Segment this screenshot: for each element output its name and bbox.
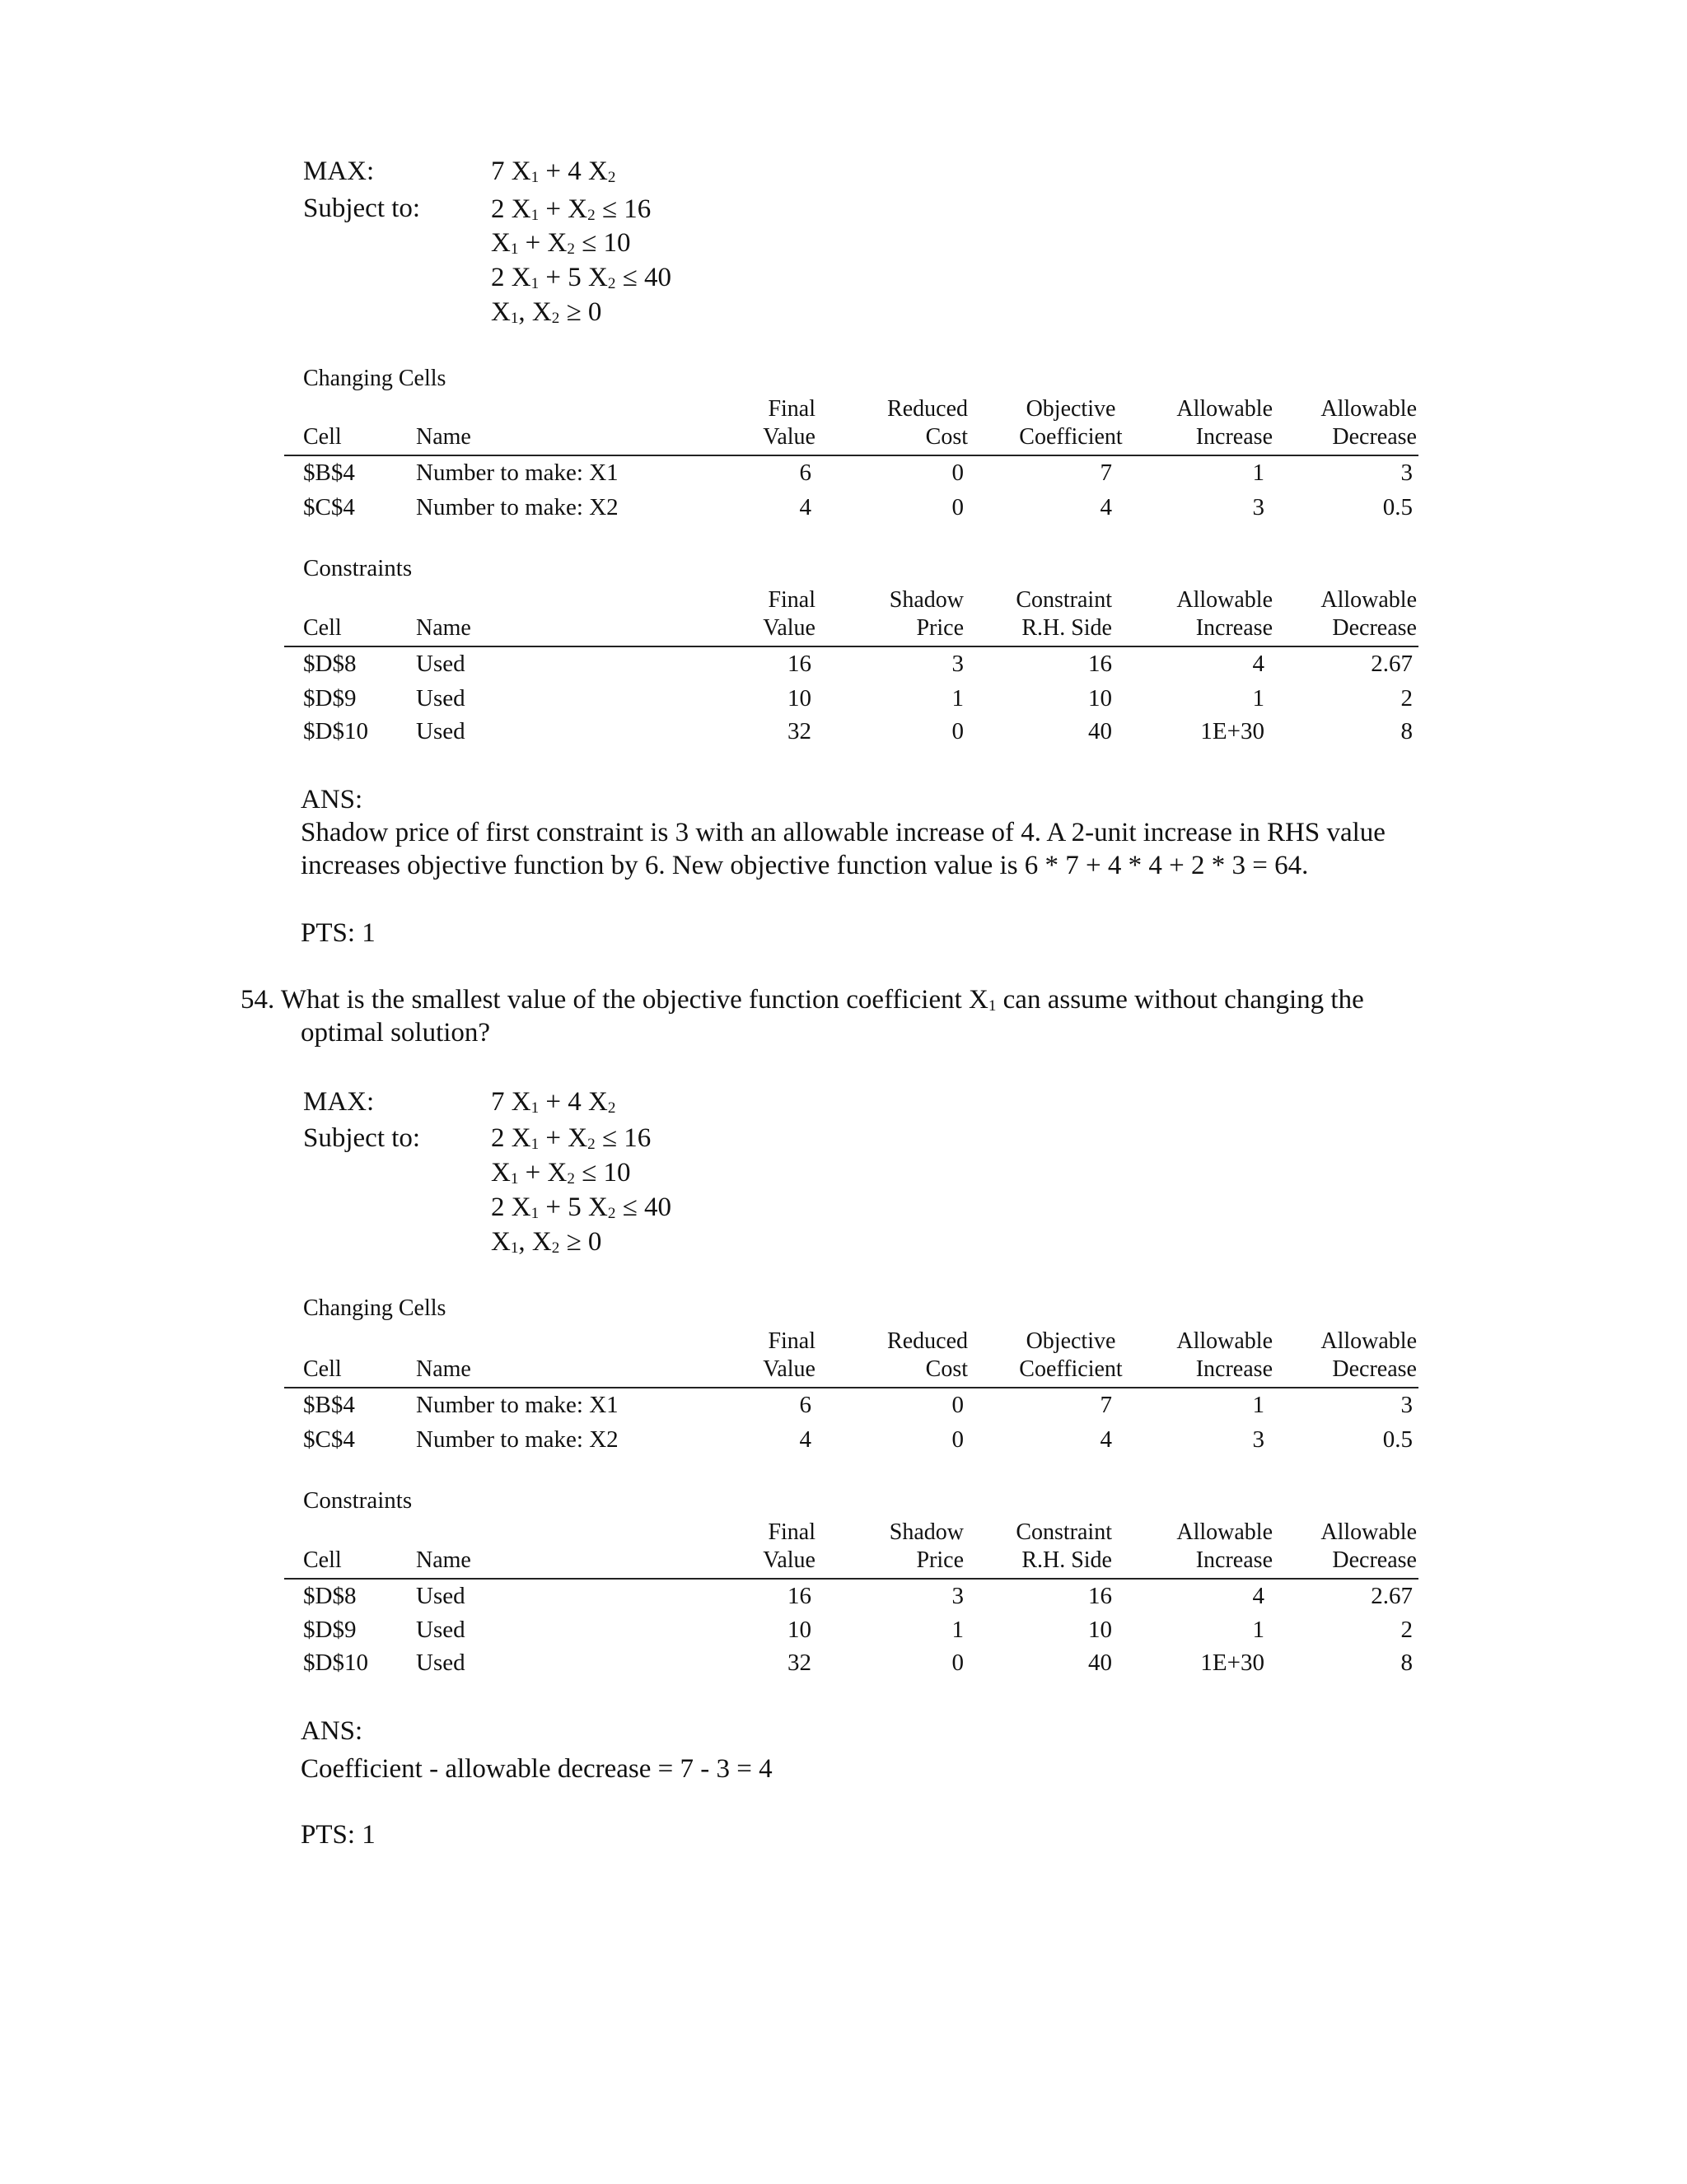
question-text-line-2: optimal solution? <box>301 1018 491 1048</box>
max-label: MAX: <box>303 156 375 186</box>
constraints-title: Constraints <box>303 555 413 581</box>
constraints-title: Constraints <box>303 1487 413 1514</box>
answer-text-line-1: Coefficient - allowable decrease = 7 - 3 = 4 <box>301 1754 773 1784</box>
changing-cells-title: Changing Cells <box>303 366 446 391</box>
table-rule <box>284 1387 1418 1388</box>
constraint-3: 2 $X_1 + 5$ $X_2 \le 40$ <box>491 1192 672 1222</box>
constraint-3: 2 $X_1 + 5$ $X_2 \le 40$ <box>491 263 672 292</box>
table-rule <box>284 455 1418 456</box>
changing-cells-title: Changing Cells <box>303 1295 446 1321</box>
table-rule <box>284 1578 1418 1580</box>
answer-text-line-1: Shadow price of first constraint is 3 with an allowable increase of 4. A 2-unit increase in RHS value <box>301 818 1386 847</box>
objective-function: 7 $X_1 + 4$ $X_2$ <box>491 156 616 186</box>
constraint-2: $X_1 + X_2 \le 10$ <box>491 1158 631 1188</box>
constraint-2: $X_1 + X_2 \le 10$ <box>491 228 631 258</box>
question-text-line-1: 54. What is the smallest value of the objective function coefficient $X_1$ can assume without changing the <box>241 985 1364 1015</box>
nonnegativity-constraint: $X_1$, $X_2 \ge 0$ <box>491 297 602 327</box>
table-rule <box>284 646 1418 647</box>
answer-text-line-2: increases objective function by 6. New objective function value is 6 * 7 + 4 * 4 + 2 * 3 = 64. <box>301 851 1309 880</box>
points-label: PTS: 1 <box>301 1820 376 1850</box>
constraint-1: 2 $X_1 + X_2 \le 16$ <box>491 1123 652 1153</box>
objective-function: 7 $X_1 + 4$ $X_2$ <box>491 1087 616 1117</box>
max-label: MAX: <box>303 1087 375 1117</box>
points-label: PTS: 1 <box>301 918 376 948</box>
answer-label: ANS: <box>301 1716 363 1746</box>
subject-to-label: Subject to: <box>303 194 421 223</box>
subject-to-label: Subject to: <box>303 1123 421 1153</box>
answer-label: ANS: <box>301 785 363 814</box>
nonnegativity-constraint: $X_1$, $X_2 \ge 0$ <box>491 1227 602 1257</box>
constraint-1: 2 $X_1 + X_2 \le 16$ <box>491 194 652 224</box>
